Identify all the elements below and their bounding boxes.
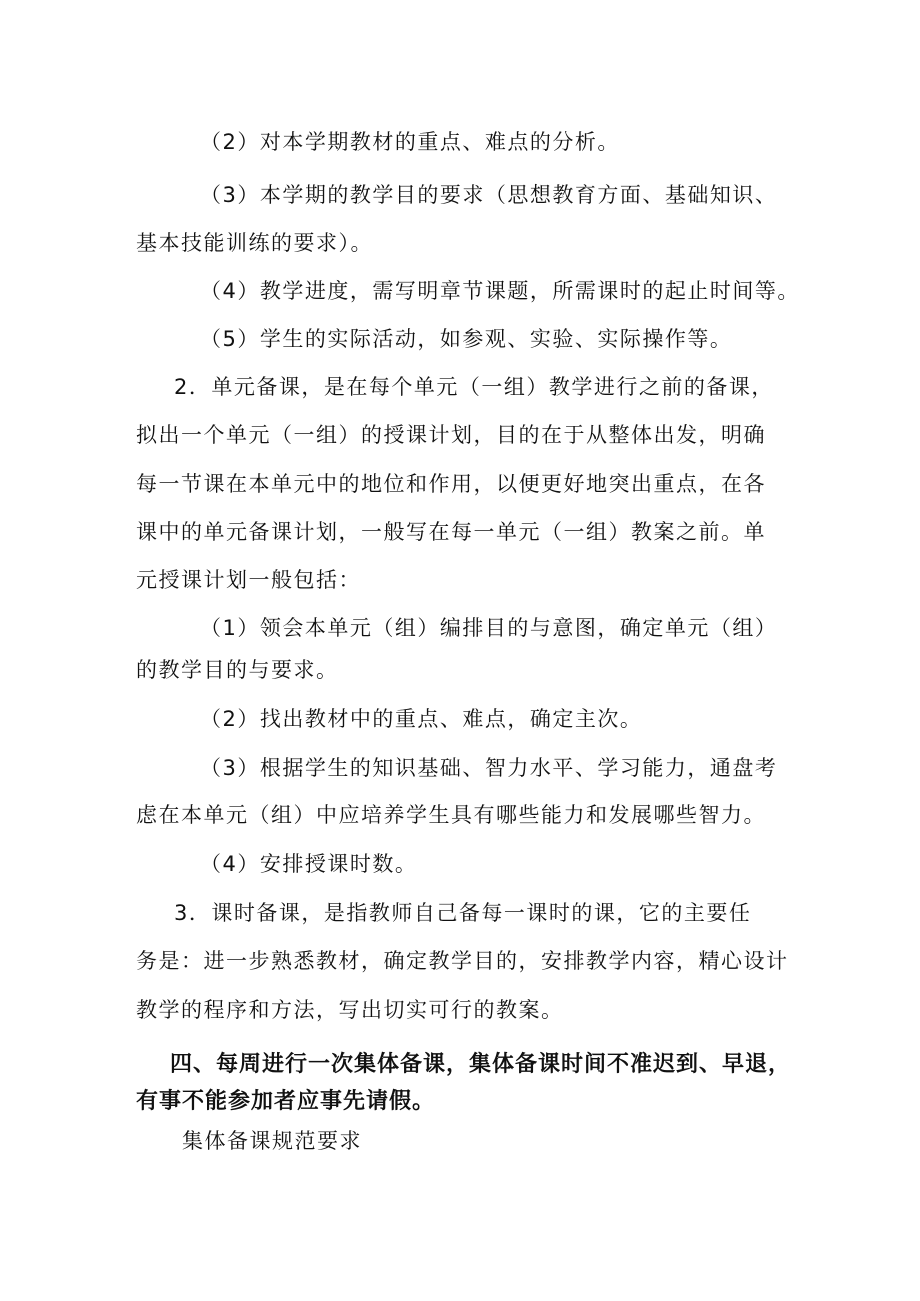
- text-line: 的教学目的与要求。: [136, 658, 339, 682]
- text-line: 3．课时备课，是指教师自己备每一课时的课，它的主要任: [174, 901, 752, 925]
- text-line: 拟出一个单元（一组）的授课计划，目的在于从整体出发，明确: [136, 423, 766, 447]
- text-line: （2）找出教材中的重点、难点，确定主次。: [200, 707, 643, 731]
- section-heading: 集体备课规范要求: [182, 1129, 362, 1153]
- text-line: 元授课计划一般包括：: [136, 568, 361, 592]
- text-line: （3）本学期的教学目的要求（思想教育方面、基础知识、: [200, 183, 778, 207]
- text-line: 课中的单元备课计划，一般写在每一单元（一组）教案之前。单: [136, 520, 766, 544]
- text-line: 虑在本单元（组）中应培养学生具有哪些能力和发展哪些智力。: [136, 803, 766, 827]
- text-line: 务是：进一步熟悉教材，确定教学目的，安排教学内容，精心设计: [136, 949, 789, 973]
- bold-heading-line: 有事不能参加者应事先请假。: [136, 1089, 436, 1114]
- text-line: 教学的程序和方法，写出切实可行的教案。: [136, 998, 564, 1022]
- text-line: （4）安排授课时数。: [200, 852, 418, 876]
- text-line: （3）根据学生的知识基础、智力水平、学习能力，通盘考: [200, 756, 778, 780]
- text-line: （2）对本学期教材的重点、难点的分析。: [200, 130, 620, 154]
- text-line: 2．单元备课，是在每个单元（一组）教学进行之前的备课，: [174, 375, 774, 399]
- text-line: 基本技能训练的要求）。: [136, 231, 373, 255]
- text-line: （5）学生的实际活动，如参观、实验、实际操作等。: [200, 327, 733, 351]
- bold-heading-line: 四、每周进行一次集体备课，集体备课时间不准迟到、早退，: [170, 1052, 792, 1077]
- text-line: （1）领会本单元（组）编排目的与意图，确定单元（组）: [200, 616, 778, 640]
- text-line: 每一节课在本单元中的地位和作用，以便更好地突出重点，在各: [136, 472, 766, 496]
- text-line: （4）教学进度，需写明章节课题，所需课时的起止时间等。: [200, 279, 800, 303]
